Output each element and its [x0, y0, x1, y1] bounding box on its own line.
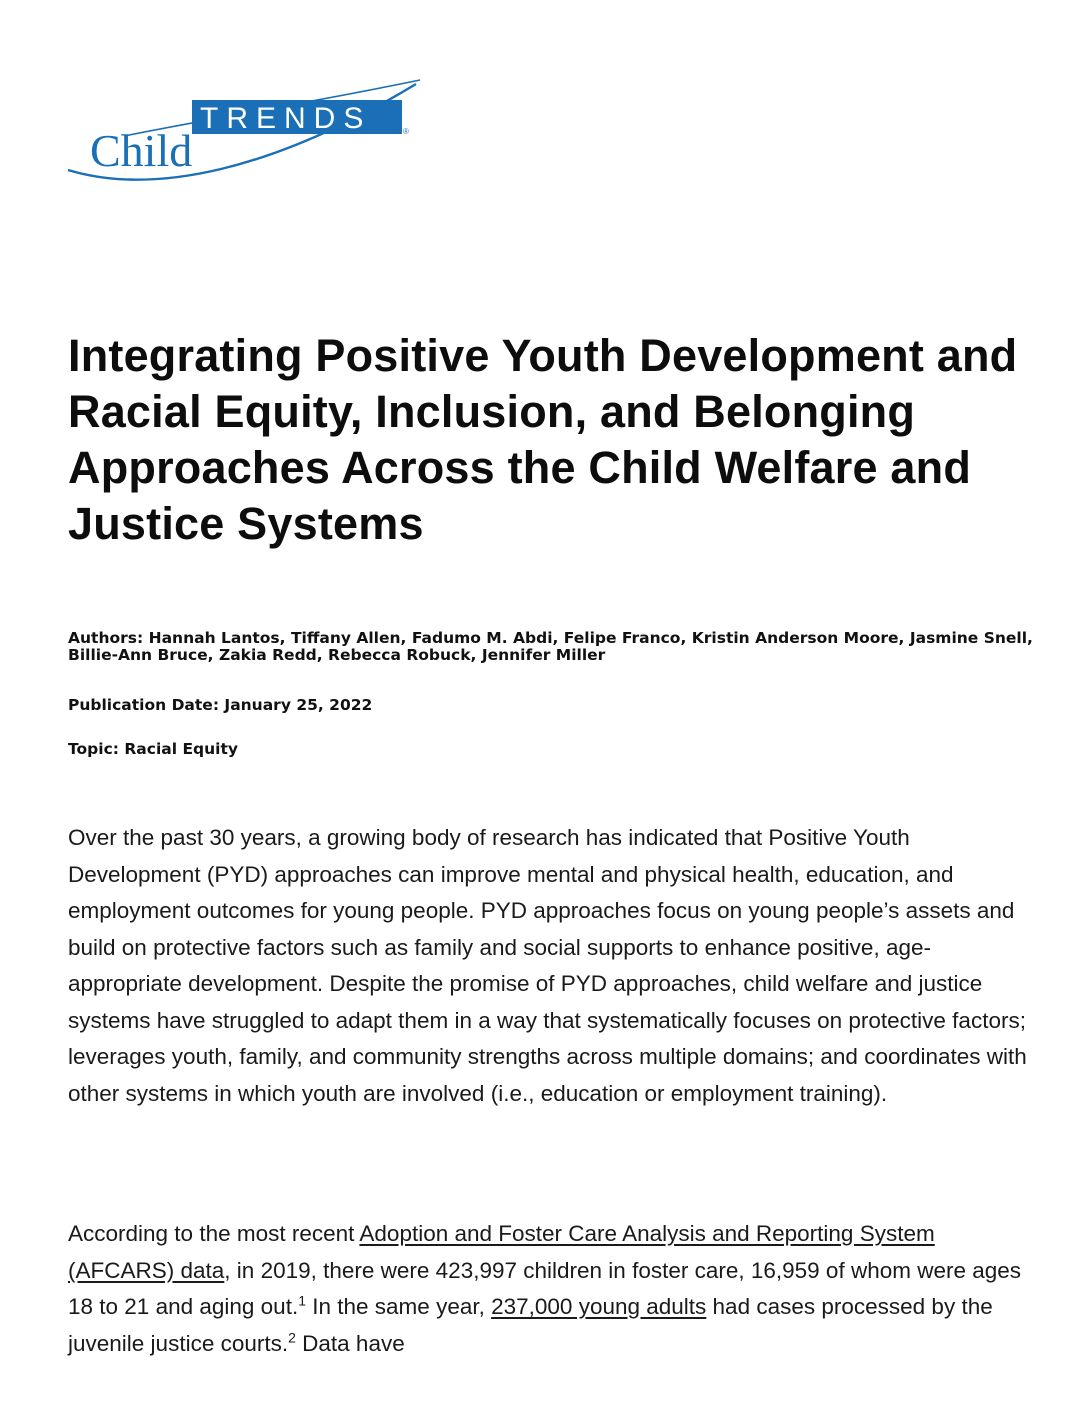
paragraph-2-text-3: In the same year, — [306, 1294, 492, 1319]
paragraph-2-text-2: , in 2019, there were 423,997 children in foster care, 16,959 of whom were ages 18 to 21 and aging out. — [68, 1257, 1022, 1319]
topic-value: Racial Equity — [124, 740, 238, 758]
body-paragraph-2 — [68, 1216, 1038, 1362]
young-adults-link[interactable]: 237,000 young adults — [491, 1294, 707, 1319]
publication-date-value: January 25, 2022 — [224, 696, 373, 714]
logo-trends-text: TRENDS — [200, 102, 372, 135]
afcars-data-link[interactable]: Adoption and Foster Care Analysis and Reporting System (AFCARS) data — [68, 1221, 935, 1283]
publication-date-line — [68, 697, 1048, 714]
paragraph-2-text-5: Data have — [295, 1330, 405, 1356]
body-paragraph-1: Over the past 30 years, a growing body of research has indicated that Positive Youth Development (PYD) approaches can improve mental and physical health, education, and employment outcomes for young people. PYD approaches focus on young people’s assets and build on protective factors such as family and social supports to enhance positive, age-appropriate development. Despite the promise of PYD approaches, child welfare and justice systems have struggled to adapt them in a way that systematically focuses on protective factors; leverages youth, family, and community strengths across multiple domains; and coordinates with other systems in which youth are involved (i.e., education or employment training). — [68, 825, 1027, 1106]
paragraph-2-text-1: According to the most recent — [68, 1221, 360, 1246]
topic-label: Topic: — [68, 740, 119, 758]
footnote-2-ref[interactable]: 2 — [288, 1329, 296, 1345]
logo-registered-mark: ® — [403, 127, 409, 136]
publication-date-label: Publication Date: — [68, 696, 220, 714]
authors-label: Authors: — [68, 629, 144, 647]
authors-line — [68, 630, 1048, 664]
child-trends-logo — [64, 78, 424, 188]
logo-child-text: Child — [90, 125, 193, 176]
child-trends-logo-graphic — [64, 78, 424, 188]
authors-value: Hannah Lantos, Tiffany Allen, Fadumo M. Abdi, Felipe Franco, Kristin Anderson Moore, Jasmine Snell, Billie-Ann Bruce, Zakia Redd, Rebecca Robuck, Jennifer Miller — [68, 629, 1033, 664]
topic-line — [68, 741, 1048, 758]
paragraph-2-text-4: had cases processed by the juvenile justice courts. — [68, 1294, 993, 1356]
page-title: Integrating Positive Youth Development and Racial Equity, Inclusion, and Belonging Approaches Across the Child Welfare and Justice Systems — [68, 330, 1018, 549]
footnote-1-ref[interactable]: 1 — [298, 1292, 306, 1309]
